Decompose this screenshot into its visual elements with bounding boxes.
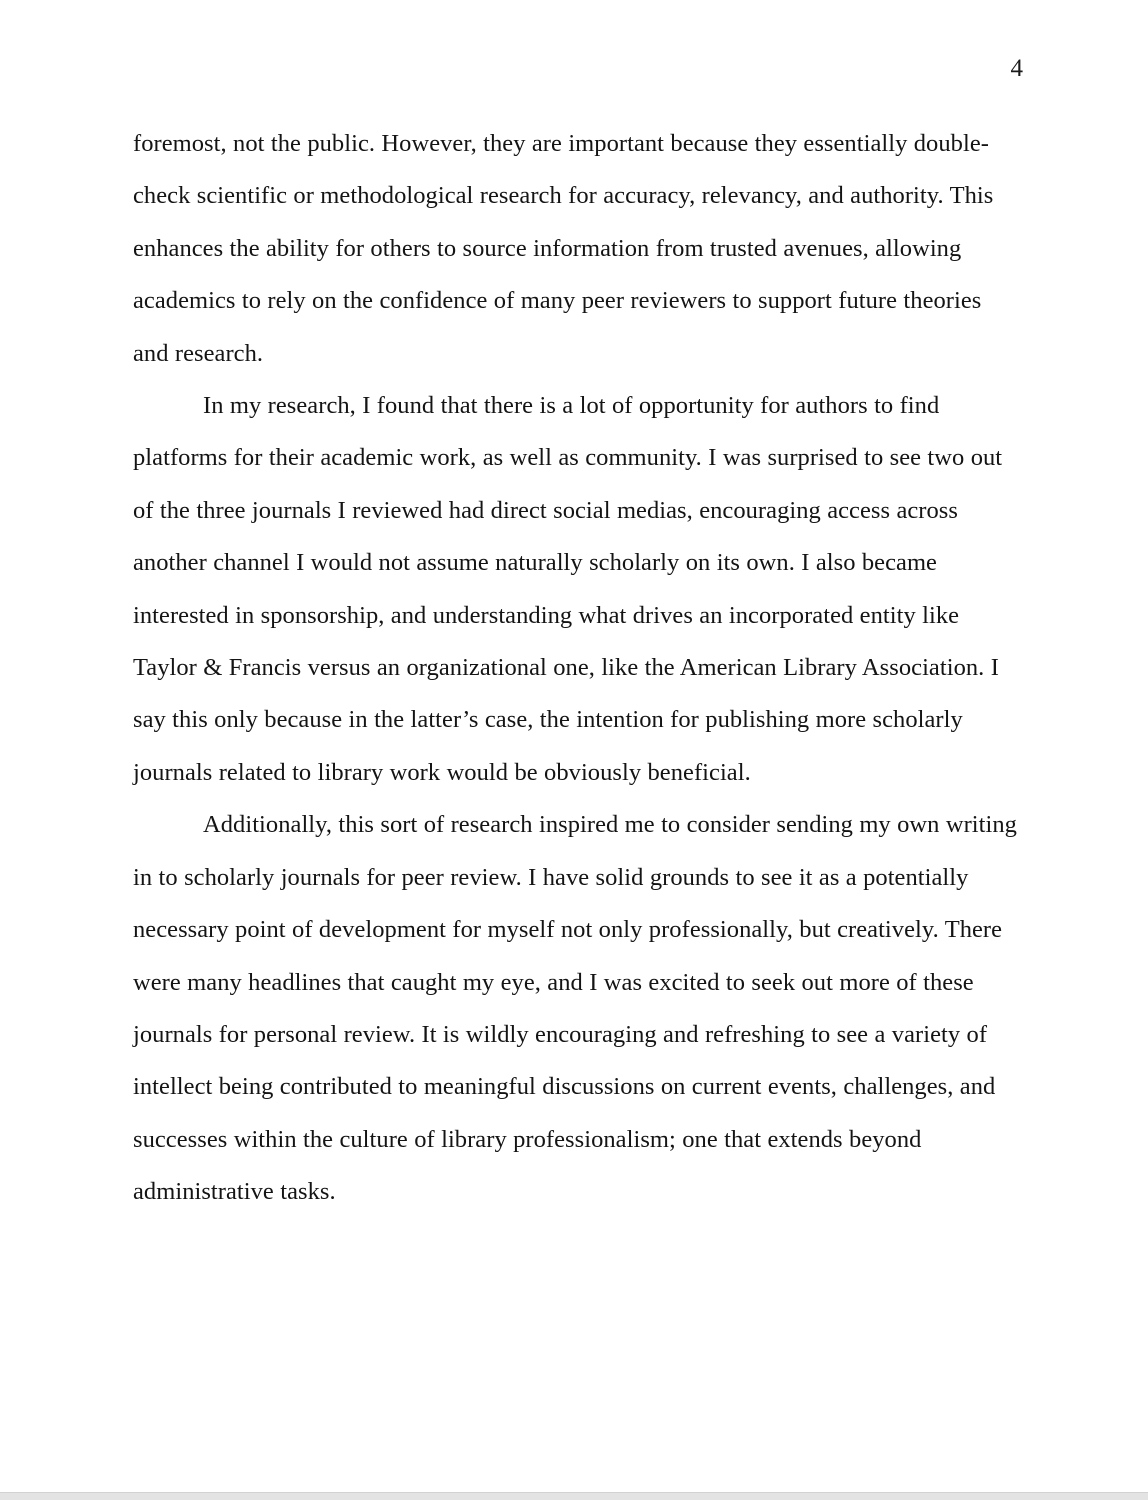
paragraph-research-findings: In my research, I found that there is a lot of opportunity for authors to find platforms for their academic work, as well as community. I was surprised to see two out of the three journals I reviewed had direct social medias, encouraging access across another channel I would not assume naturally scholarly on its own. I also became interested in sponsorship, and understanding what drives an incorporated entity like Taylor & Francis versus an organizational one, like the American Library Association. I say this only because in the latter’s case, the intention for publishing more scholarly journals related to library work would be obviously beneficial.: [133, 392, 1003, 786]
page-header: [133, 54, 1023, 94]
paragraph-continued: foremost, not the public. However, they are important because they essentially double-check scientific or methodological research for accuracy, relevancy, and authority. This enhances the ability for others to source information from trusted avenues, allowing academics to rely on the confidence of many peer reviewers to support future theories and research.: [133, 130, 994, 367]
document-body: [133, 118, 1023, 1219]
page-number: 4: [1010, 55, 1023, 82]
page-edge-divider: [0, 1492, 1148, 1500]
paragraph-personal-reflection: Additionally, this sort of research inspired me to consider sending my own writing in to scholarly journals for peer review. I have solid grounds to see it as a potentially necessary point of development for myself not only professionally, but creatively. There were many headlines that caught my eye, and I was excited to seek out more of these journals for personal review. It is wildly encouraging and refreshing to see a variety of intellect being contributed to meaningful discussions on current events, challenges, and successes within the culture of library professionalism; one that extends beyond administrative tasks.: [133, 811, 1017, 1206]
